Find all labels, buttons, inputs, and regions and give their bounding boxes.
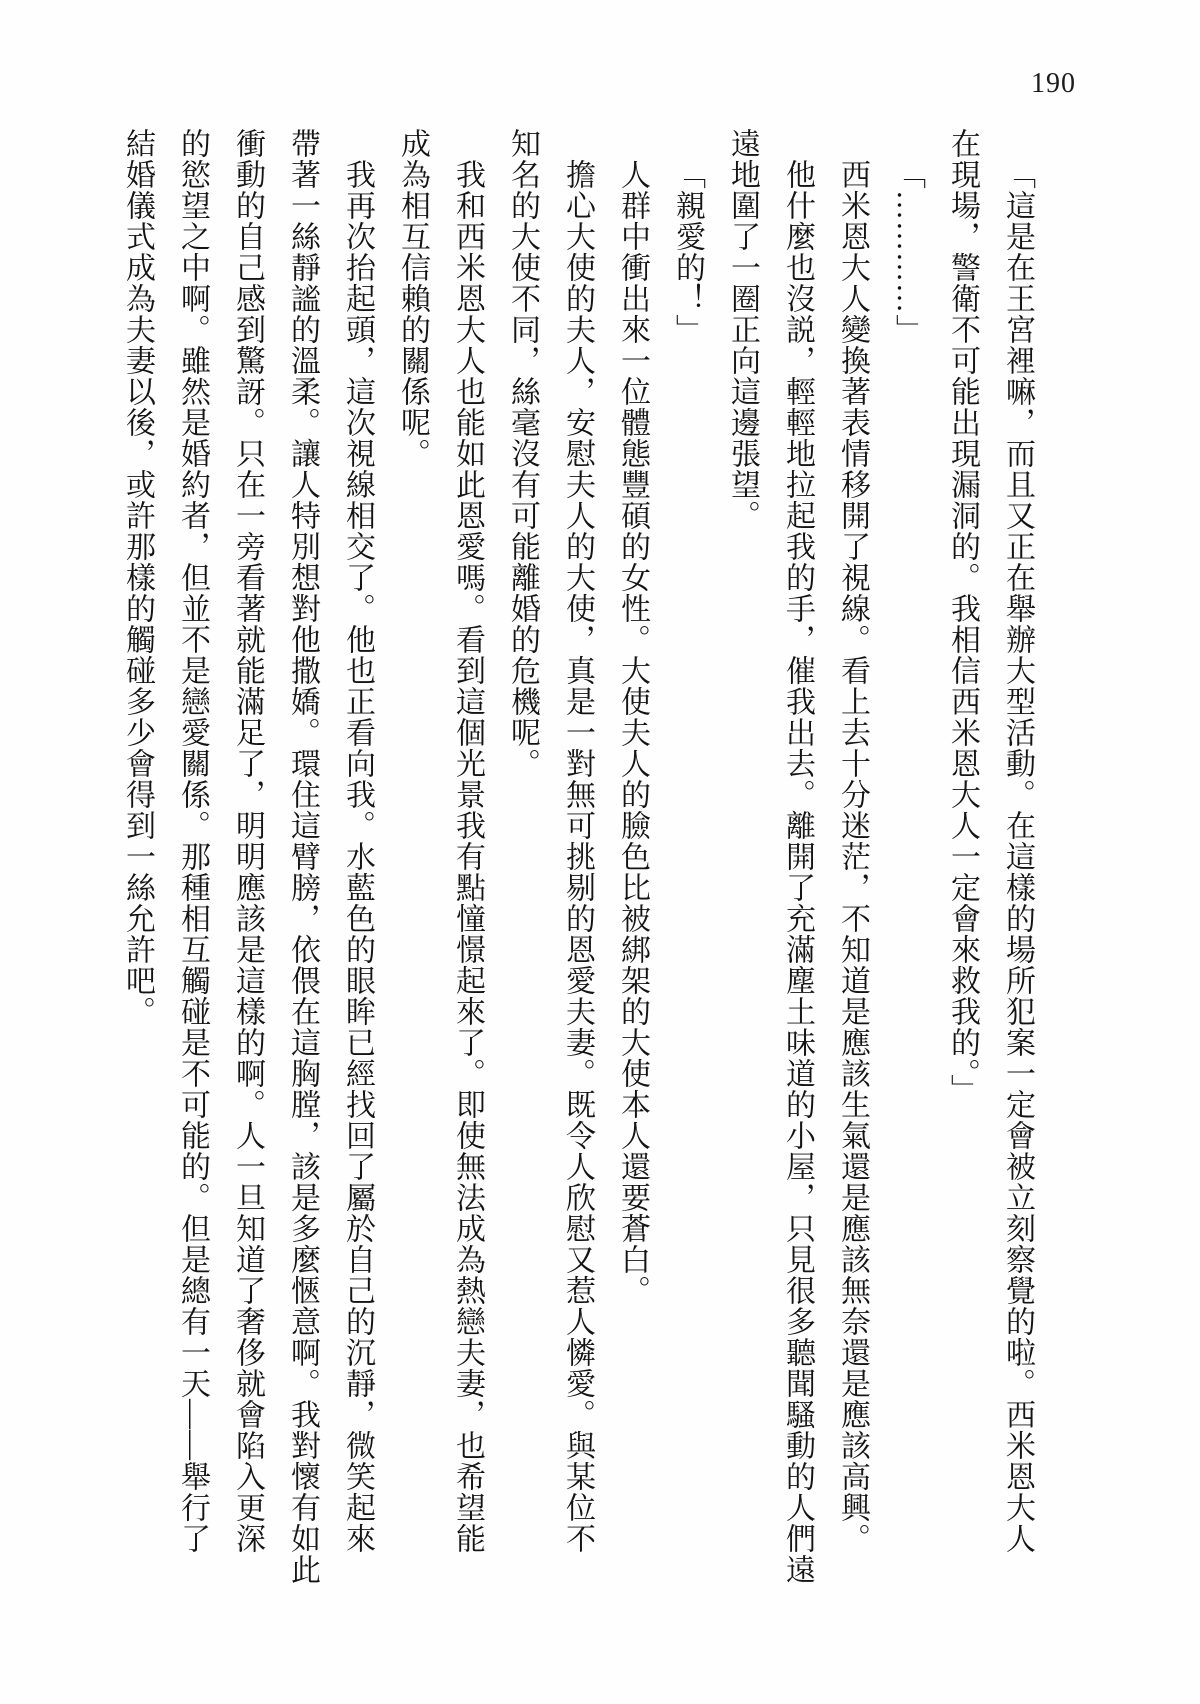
text-column: 衝動的自己感到驚訝。只在一旁看著就能滿足了，明明應該是這樣的啊。人一旦知道了奢侈就會陷入更深 [231, 128, 264, 1554]
text-column: 「這是在王宮裡嘛，而且又正在舉辦大型活動。在這樣的場所犯案一定會被立刻察覺的啦。西米恩大人 [1001, 159, 1034, 1554]
text-column: 知名的大使不同，絲毫沒有可能離婚的危機呢。 [506, 128, 539, 779]
text-column: 在現場，警衛不可能出現漏洞的。我相信西米恩大人一定會來救我的。」 [946, 128, 979, 1105]
text-column: 的慾望之中啊。雖然是婚約者，但並不是戀愛關係。那種相互觸碰是不可能的。但是總有一天——舉行了 [176, 128, 209, 1554]
text-column: 擔心大使的夫人，安慰夫人的大使，真是一對無可挑剔的恩愛夫妻。既令人欣慰又惹人憐愛。與某位不 [561, 159, 594, 1554]
text-column: 人群中衝出來一位體態豐碩的女性。大使夫人的臉色比被綁架的大使本人還要蒼白。 [616, 159, 649, 1306]
text-column: 我和西米恩大人也能如此恩愛嗎。看到這個光景我有點憧憬起來了。即使無法成為熱戀夫妻，也希望能 [451, 159, 484, 1554]
text-column: 成為相互信賴的關係呢。 [396, 128, 429, 469]
text-column: 「親愛的！」 [671, 159, 704, 345]
page-number: 190 [1031, 68, 1076, 99]
text-column: 他什麼也沒説，輕輕地拉起我的手，催我出去。離開了充滿塵土味道的小屋，只見很多聽聞騷動的人們遠 [781, 159, 814, 1585]
text-column: 西米恩大人變換著表情移開了視線。看上去十分迷茫，不知道是應該生氣還是應該無奈還是應該高興。 [836, 159, 869, 1554]
text-column: 我再次抬起頭，這次視線相交了。他也正看向我。水藍色的眼眸已經找回了屬於自己的沉靜，微笑起來 [341, 159, 374, 1554]
text-column: 帶著一絲靜謐的溫柔。讓人特別想對他撒嬌。環住這臂膀，依偎在這胸膛，該是多麼愜意啊。我對懷有如此 [286, 128, 319, 1585]
text-column: 遠地圍了一圈正向這邊張望。 [726, 128, 759, 531]
text-column: 「…………」 [891, 159, 924, 345]
text-column: 結婚儀式成為夫妻以後，或許那樣的觸碰多少會得到一絲允許吧。 [121, 128, 154, 1027]
